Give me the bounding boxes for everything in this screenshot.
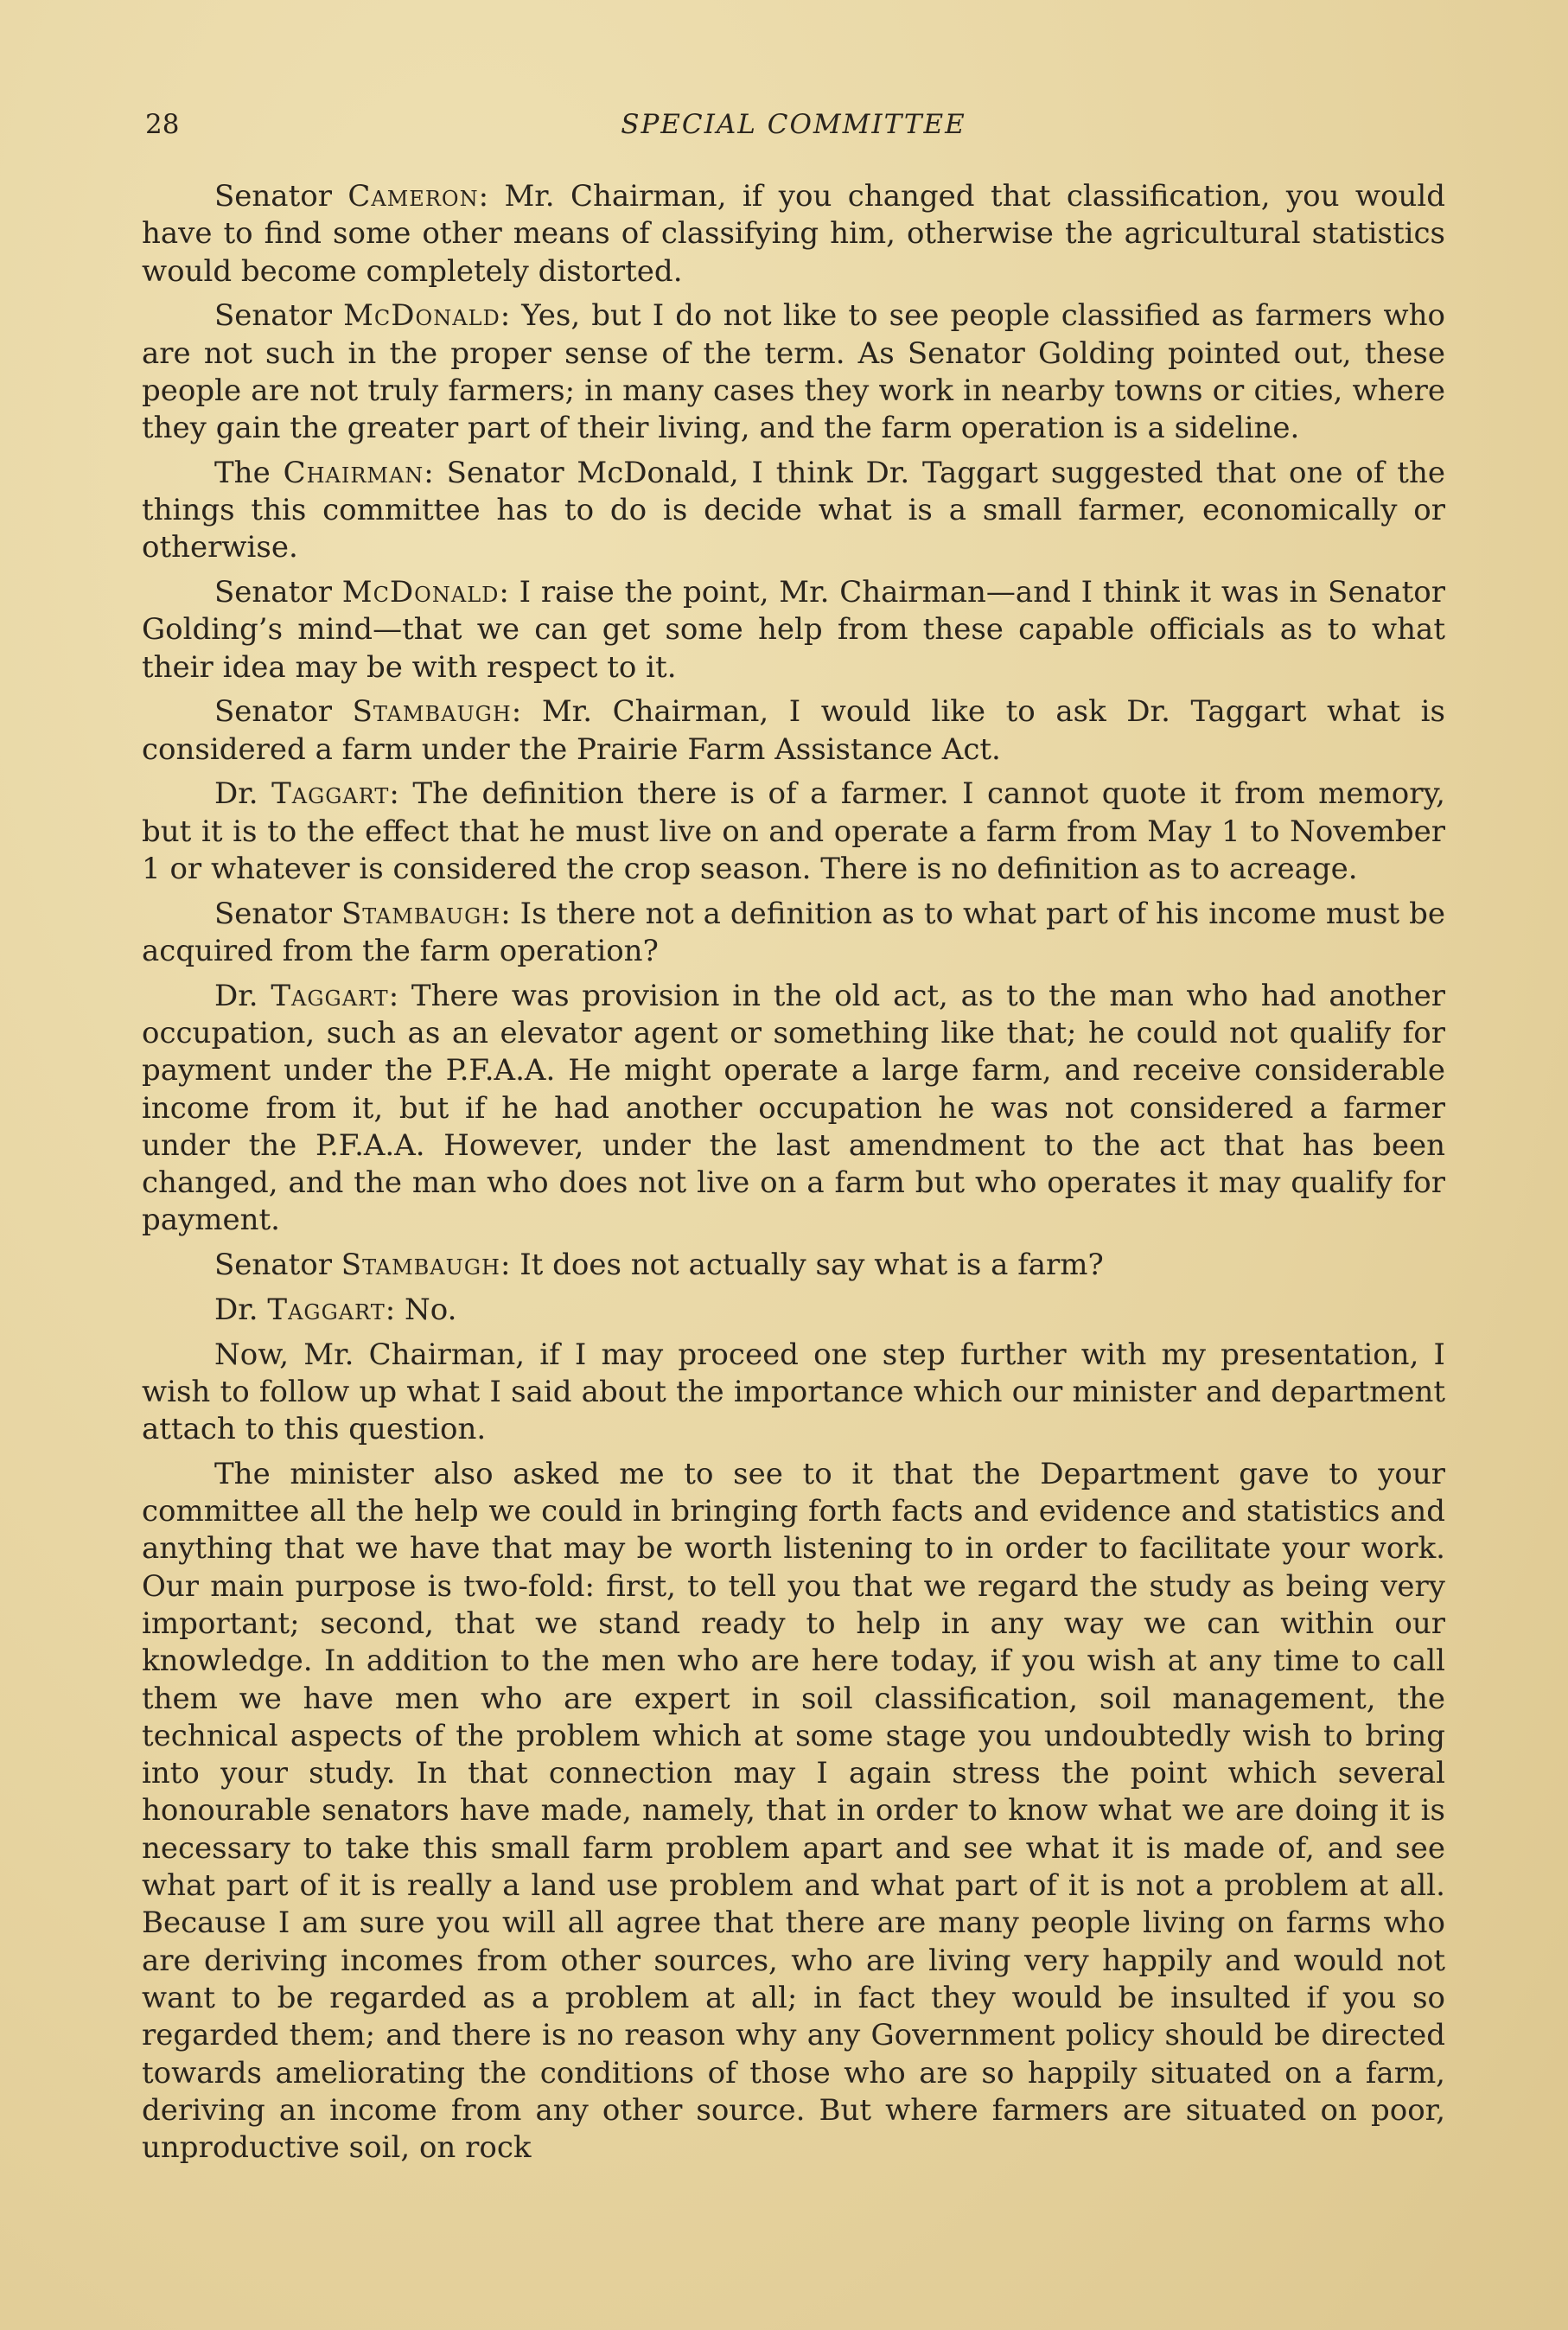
speaker-name: Cameron (347, 179, 479, 214)
speaker-name: McDonald (341, 575, 500, 610)
speaker-prefix: Dr. (214, 1292, 268, 1327)
speaker-prefix: Dr. (214, 978, 271, 1013)
speaker-prefix: Senator (214, 575, 342, 610)
speaker-prefix: Senator (214, 694, 353, 730)
paragraph-text: The minister also asked me to see to it that the Department gave to your committee all the help we could in bringing forth facts and evidence and statistics and anything that we have that may be worth listening to in order to facilitate your work. Our main purpose is two-fold: first, to tell you that we regard the study as being very important; second, that we stand ready to help in any way we can within our knowledge. In addition to the men who are here today, if you wish at any time to call them we have men who are expert in soil classification, soil management, the technical aspects of the problem which at some stage you undoubtedly wish to bring into your study. In that connection may I again stress the point which several honourable senators have made, namely, that in order to know what we are doing it is necessary to take this small farm problem apart and see what it is made of, and see what part of it is really a land use problem and what part of it is not a problem at all. Because I am sure you will all agree that there are many people living on farms who are deriving incomes from other sources, who are living very happily and would not want to be regarded as a problem at all; in fact they would be insulted if you so regarded them; and there is no reason why any Government policy should be directed towards ameliorating the conditions of those who are so happily situated on a farm, deriving an income from any other source. But where farmers are situated on poor, unproductive soil, on rock (142, 1456, 1445, 2166)
paragraph-text: : Senator McDonald, I think Dr. Taggart suggested that one of the things this committee has to do is decide what is a small farmer, economically or otherwise. (142, 455, 1445, 565)
speaker-name: McDonald (343, 298, 500, 334)
paragraph-text: : Is there not a definition as to what part of his income must be acquired from the farm operation? (142, 896, 1445, 968)
document-body (142, 178, 1445, 2167)
page-header (142, 104, 1445, 147)
speaker-prefix: The (214, 455, 284, 490)
paragraph-text: : There was provision in the old act, as to the man who had another occupation, such as an elevator agent or something like that; he could not qualify for payment under the P.F.A.A. He might operate a large farm, and receive considerable income from it, but if he had another occupation he was not considered a farmer under the P.F.A.A. However, under the last amendment to the act that has been changed, and the man who does not live on a farm but who operates it may qualify for payment. (142, 978, 1445, 1238)
speaker-name: Stambaugh (341, 1248, 500, 1283)
paragraph-text: : Yes, but I do not like to see people classified as farmers who are not such in the proper sense of the term. As Senator Golding pointed out, these people are not truly farmers; in many cases they work in nearby towns or cities, where they gain the greater part of their living, and the farm operation is a sideline. (142, 298, 1445, 446)
speaker-name: Stambaugh (341, 896, 501, 931)
paragraph (142, 1456, 1445, 2167)
paragraph-text: : I raise the point, Mr. Chairman—and I think it was in Senator Golding’s mind—that we can get some help from these capable officials as to what their idea may be with respect to it. (142, 575, 1445, 685)
speaker-name: Taggart (271, 776, 390, 812)
paragraph (142, 178, 1445, 290)
paragraph (142, 297, 1445, 447)
paragraph (142, 978, 1445, 1240)
paragraph (142, 693, 1445, 769)
paragraph-text: : Mr. Chairman, I would like to ask Dr. Taggart what is considered a farm under the Prairie Farm Assistance Act. (142, 694, 1445, 767)
paragraph (142, 574, 1445, 686)
speaker-prefix: Senator (214, 298, 344, 334)
paragraph-text: : The definition there is of a farmer. I cannot quote it from memory, but it is to the effect that he must live on and operate a farm from May 1 to November 1 or whatever is considered the crop season. There is no definition as to acreage. (142, 776, 1445, 886)
page-number: 28 (145, 109, 180, 140)
paragraph (142, 776, 1445, 888)
paragraph (142, 1292, 1445, 1329)
paragraph-text: : It does not actually say what is a farm? (500, 1248, 1104, 1283)
speaker-name: Taggart (271, 978, 389, 1013)
paragraph (142, 1337, 1445, 1449)
speaker-name: Stambaugh (352, 694, 512, 730)
paragraph (142, 896, 1445, 971)
running-head: SPECIAL COMMITTEE (621, 109, 966, 140)
speaker-prefix: Senator (214, 179, 348, 214)
speaker-name: Chairman (283, 455, 424, 490)
paragraph-text: : No. (385, 1292, 457, 1327)
speaker-prefix: Senator (214, 896, 341, 931)
speaker-prefix: Senator (214, 1248, 341, 1283)
paragraph (142, 455, 1445, 567)
speaker-name: Taggart (267, 1292, 386, 1327)
speaker-prefix: Dr. (214, 776, 272, 812)
paragraph-text: Now, Mr. Chairman, if I may proceed one step further with my presentation, I wish to follow up what I said about the importance which our minister and department attach to this question. (142, 1337, 1445, 1447)
paragraph (142, 1247, 1445, 1284)
paragraph-text: : Mr. Chairman, if you changed that classification, you would have to find some other means of classifying him, otherwise the agricultural statistics would become completely distorted. (142, 179, 1446, 289)
